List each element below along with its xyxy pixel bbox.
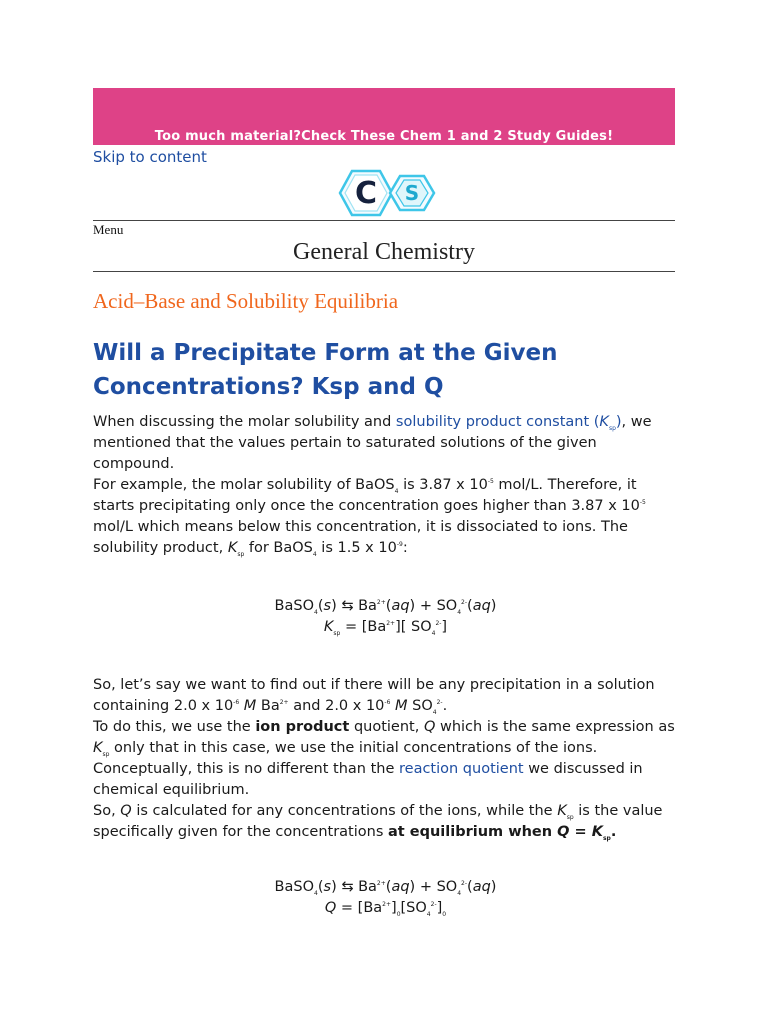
paragraph-example: For example, the molar solubility of BaOS$_4$ is 3.87 x $10^{-5}$ mol/L. Therefore, it starts precipitating only once the concentration goes higher than 3.87 x $10^{-5}$ mol/L which means below this concentration, it is dissociated to ions. The solubility product, $K_{sp}$ for BaOS$_4$ is 1.5 x $10^{-9}$: (93, 477, 646, 558)
promo-banner[interactable] (93, 88, 675, 145)
chemistry-site-logo-icon[interactable] (326, 168, 442, 218)
header-bottom-divider (93, 271, 675, 272)
reaction-quotient-link[interactable]: reaction quotient (399, 761, 524, 777)
equation-q (93, 877, 678, 919)
paragraph-q-vs-ksp: So, Q is calculated for any concentrations of the ions, while the $K_{sp}$ is the value specifically given for the concentrations at equilibrium when $Q = K_{sp}$. (93, 803, 663, 842)
article-title: Will a Precipitate Form at the Given Concentrations? Ksp and Q (93, 340, 558, 400)
skip-to-content-link[interactable]: Skip to content (93, 148, 207, 166)
equation-ksp-line1: BaSO$_4$(s) ⇆ $Ba^{2+}(aq) + SO_4^{2-}(aq)$ (274, 598, 497, 616)
category-link[interactable]: Acid–Base and Solubility Equilibria (93, 289, 399, 313)
solubility-product-constant-link[interactable]: solubility product constant $(K_{sp})$ (395, 414, 622, 432)
equation-q-line2: $Q = [Ba^{2+}]_0[SO_4^{2-}]_0$ (324, 900, 447, 918)
menu-toggle[interactable]: Menu (93, 222, 124, 237)
equation-ksp (93, 596, 678, 638)
site-title[interactable]: General Chemistry (293, 239, 475, 265)
equation-q-line1: BaSO$_4$(s) ⇆ $Ba^{2+}(aq) + SO_4^{2-}(aq)$ (274, 879, 497, 897)
header-top-divider (93, 220, 675, 221)
article-body (93, 412, 678, 919)
logo-letter-s: S (404, 181, 420, 205)
paragraph-precipitation: So, let’s say we want to find out if there will be any precipitation in a solution containing 2.0 x $10^{-6}$ M $Ba^{2+}$ and 2.0 x $10^{-6}$ M $SO_4^{2-}$. (93, 677, 655, 716)
paragraph-intro: When discussing the molar solubility and solubility product constant $(K_{sp})$, we mentioned that the values pertain to saturated solutions of the given compound. (93, 414, 652, 472)
promo-banner-text[interactable]: Too much material?Check These Chem 1 and 2 Study Guides! (154, 129, 614, 144)
logo-letter-c: C (354, 176, 378, 211)
equation-ksp-line2: $K_{sp} = [Ba^{2+}]$[ $SO_4^{2-}$] (323, 619, 448, 637)
paragraph-ion-product: To do this, we use the ion product quotient, Q which is the same expression as $K_{sp}$ only that in this case, we use the initial concentrations of the ions. Conceptually, this is no different than the reaction quotient we discussed in chemical equilibrium. (93, 719, 675, 798)
